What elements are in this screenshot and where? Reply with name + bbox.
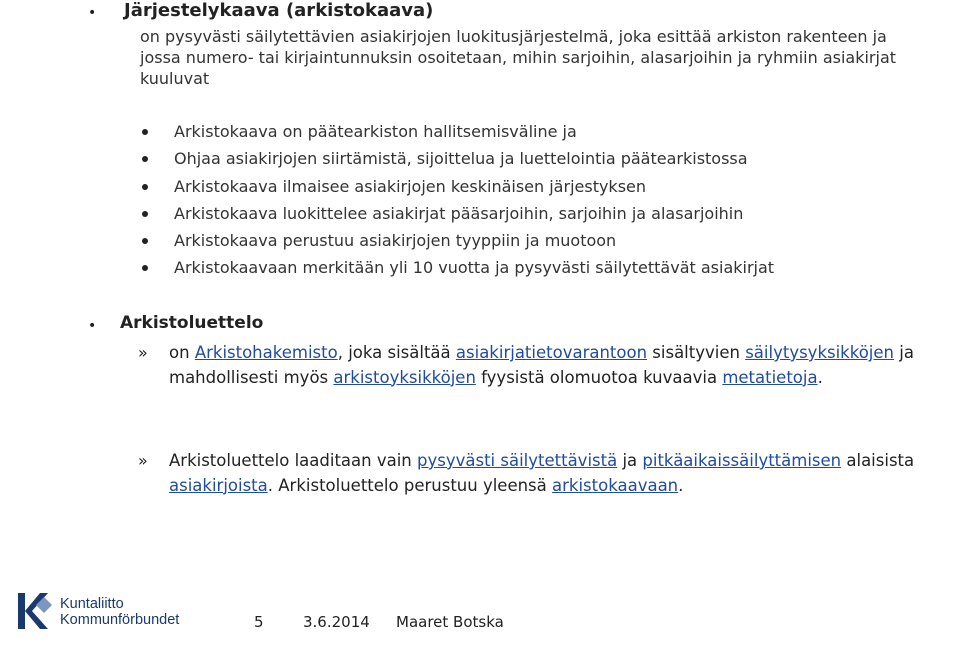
paragraph-arkistoluettelo-laaditaan — [169, 449, 929, 498]
section1-title: Järjestelykaava (arkistokaava) — [124, 0, 434, 21]
text: . Arkistoluettelo perustuu yleensä — [267, 475, 553, 495]
text: alaisista — [841, 451, 915, 470]
text: . — [817, 367, 823, 387]
paragraph2-marker: » — [138, 451, 148, 470]
link-asiakirjoista[interactable]: asiakirjoista — [169, 475, 268, 495]
list-item: Arkistokaava luokittelee asiakirjat pääsarjoihin, sarjoihin ja alasarjoihin — [140, 203, 774, 230]
link-arkistokaavaan[interactable]: arkistokaavaan — [552, 475, 679, 495]
logo-line2: Kommunförbundet — [60, 612, 180, 628]
section1-intro: on pysyvästi säilytettävien asiakirjojen luokitusjärjestelmä, joka esittää arkiston rakenteen ja jossa numero- tai kirjaintunnuksin osoitetaan, mihin sarjoihin, alasarjoihin ja ryhmiin asiakirjat kuuluvat — [140, 27, 897, 88]
footer-author: Maaret Botska — [396, 613, 504, 631]
text: ja mahdollisesti myös — [169, 343, 914, 387]
text: fyysistä olomuotoa kuvaavia — [475, 367, 723, 387]
page-number: 5 — [254, 613, 264, 631]
kuntaliitto-logo — [14, 585, 214, 635]
link-pitkaaikaissailyttamisen[interactable]: pitkäaikaissäilyttämisen — [642, 451, 842, 470]
section2-title: Arkistoluettelo — [120, 313, 264, 333]
text: sisältyvien — [647, 343, 746, 362]
text: on — [169, 343, 195, 362]
link-asiakirjatietovarantoon[interactable]: asiakirjatietovarantoon — [455, 343, 648, 362]
link-pysyvasti-sailytettavista[interactable]: pysyvästi säilytettävistä — [417, 451, 618, 470]
paragraph1-marker: » — [138, 343, 148, 362]
list-item: Arkistokaava on päätearkiston hallitsemisväline ja — [140, 121, 774, 148]
footer-date: 3.6.2014 — [303, 613, 370, 631]
section1-bullet: • — [88, 5, 97, 21]
logo-line1: Kuntaliitto — [60, 596, 124, 612]
list-item: Arkistokaava perustuu asiakirjojen tyyppiin ja muotoon — [140, 230, 774, 257]
list-item: Arkistokaava ilmaisee asiakirjojen keskinäisen järjestyksen — [140, 176, 774, 203]
link-metatietoja[interactable]: metatietoja — [722, 367, 818, 387]
link-sailytysyksikkojen[interactable]: säilytysyksikköjen — [745, 343, 894, 362]
text: , joka sisältää — [337, 343, 456, 362]
section2-bullet: • — [88, 318, 97, 334]
text: ja — [617, 451, 643, 470]
link-arkistohakemisto[interactable]: Arkistohakemisto — [194, 343, 338, 362]
paragraph-arkistoluettelo-definition — [169, 341, 929, 390]
section1-list — [140, 121, 774, 285]
text: Arkistoluettelo laaditaan vain — [169, 451, 417, 470]
list-item: Arkistokaavaan merkitään yli 10 vuotta ja pysyvästi säilytettävät asiakirjat — [140, 257, 774, 284]
text: . — [678, 475, 684, 495]
link-arkistoyksikkojen[interactable]: arkistoyksikköjen — [333, 367, 476, 387]
logo-text — [60, 596, 179, 628]
list-item: Ohjaa asiakirjojen siirtämistä, sijoittelua ja luettelointia päätearkistossa — [140, 148, 774, 175]
